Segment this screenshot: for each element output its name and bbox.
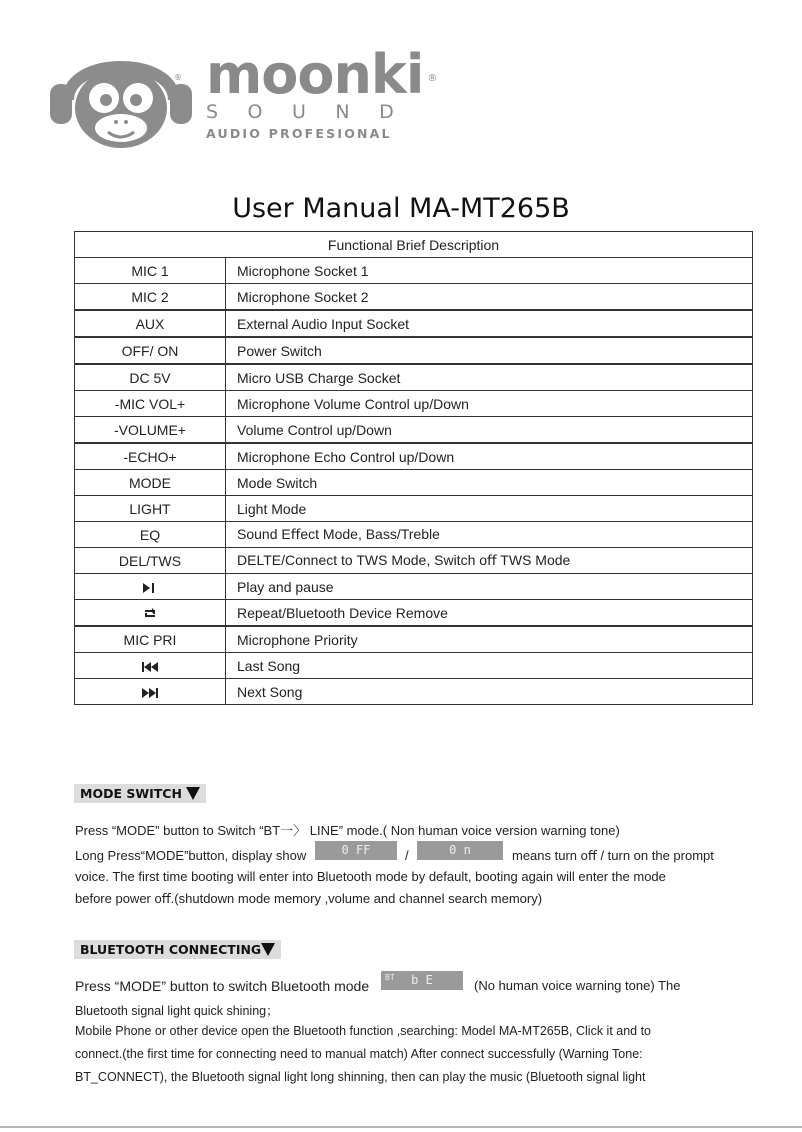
row-value: Volume Control up/Down <box>226 417 753 444</box>
brand-name: moonki <box>206 43 424 106</box>
table-row <box>75 548 753 574</box>
monkey-headphones-icon <box>46 38 196 153</box>
mode-switch-heading-text: MODE SWITCH <box>80 786 182 801</box>
lcd-text: b E <box>411 973 433 987</box>
lcd-off-display <box>315 841 397 860</box>
slash-separator: / <box>405 848 409 863</box>
svg-text:®: ® <box>174 73 182 82</box>
row-key: MIC 2 <box>75 284 226 311</box>
mode-switch-line-4: before power oﬀ.(shutdown mode memory ,volume and channel search memory) <box>75 891 543 906</box>
table-row <box>75 364 753 391</box>
row-key: DEL/TWS <box>75 548 226 574</box>
row-key: EQ <box>75 522 226 548</box>
row-value: External Audio Input Socket <box>226 310 753 337</box>
table-row <box>75 574 753 600</box>
row-value: Microphone Priority <box>226 626 753 653</box>
lcd-text: 0 n <box>449 843 471 857</box>
row-key: AUX <box>75 310 226 337</box>
text-segment: LINE” mode.( Non human voice version warning tone) <box>306 823 620 838</box>
bluetooth-heading <box>74 940 281 959</box>
row-value: Microphone Socket 2 <box>226 284 753 311</box>
triangle-down-icon <box>186 787 200 800</box>
row-value: Repeat/Bluetooth Device Remove <box>226 600 753 627</box>
table-row <box>75 391 753 417</box>
bluetooth-line-1-end: (No human voice warning tone) The <box>474 978 681 993</box>
next-track-icon <box>142 688 158 698</box>
row-key: DC 5V <box>75 364 226 391</box>
table-row <box>75 653 753 679</box>
page-bottom-divider <box>0 1126 802 1128</box>
row-value: Microphone Volume Control up/Down <box>226 391 753 417</box>
table-row <box>75 443 753 470</box>
table-row <box>75 496 753 522</box>
row-key: -ECHO+ <box>75 443 226 470</box>
row-value: Mode Switch <box>226 470 753 496</box>
lcd-small-text: BT <box>385 973 395 982</box>
mode-switch-line-2 <box>75 848 306 863</box>
mode-switch-line-1 <box>75 820 620 839</box>
brand-sound: SOUND <box>206 101 424 123</box>
lcd-on-display <box>417 841 503 860</box>
row-key <box>75 679 226 705</box>
bluetooth-line-5: BT_CONNECT), the Bluetooth signal light long shinning, then can play the music (Bluetooth signal light <box>75 1070 646 1084</box>
brand-wordmark <box>206 43 438 141</box>
row-value: Light Mode <box>226 496 753 522</box>
bluetooth-line-1: Press “MODE” button to switch Bluetooth mode <box>75 978 370 994</box>
row-value: Last Song <box>226 653 753 679</box>
table-row <box>75 258 753 284</box>
triangle-down-icon <box>261 943 275 956</box>
text-segment: Long Press“MODE”button, display show <box>75 848 307 863</box>
row-value: DELTE/Connect to TWS Mode, Switch oﬀ TWS Mode <box>226 548 753 574</box>
mode-switch-heading <box>74 784 206 803</box>
mode-switch-line-3: voice. The ﬁrst time booting will enter into Bluetooth mode by default, booting again will enter the mode <box>75 869 666 884</box>
table-row <box>75 626 753 653</box>
table-row <box>75 284 753 311</box>
lcd-bt-display <box>381 971 463 990</box>
table-row <box>75 600 753 627</box>
lcd-text: 0 FF <box>341 843 371 857</box>
table-row <box>75 417 753 444</box>
page-title: User Manual MA-MT265B <box>232 193 570 224</box>
row-key <box>75 653 226 679</box>
row-value: Play and pause <box>226 574 753 600</box>
row-key: -VOLUME+ <box>75 417 226 444</box>
table-row <box>75 522 753 548</box>
table-row <box>75 470 753 496</box>
table-row <box>75 310 753 337</box>
bluetooth-heading-text: BLUETOOTH CONNECTING <box>80 942 262 957</box>
row-key <box>75 600 226 627</box>
mode-switch-line-2-end: means turn oﬀ / turn on the prompt <box>512 848 714 863</box>
bluetooth-line-2: Bluetooth signal light quick shining； <box>75 1004 279 1018</box>
row-value: Sound Eﬀect Mode, Bass/Treble <box>226 522 753 548</box>
row-value: Power Switch <box>226 337 753 364</box>
row-key: LIGHT <box>75 496 226 522</box>
repeat-icon <box>142 608 158 619</box>
previous-track-icon <box>142 662 158 672</box>
registered-mark: ® <box>427 73 438 84</box>
row-key <box>75 574 226 600</box>
row-value: Micro USB Charge Socket <box>226 364 753 391</box>
table-row <box>75 337 753 364</box>
text-segment: Press “MODE” button to Switch “BT <box>75 823 281 838</box>
row-key: OFF/ ON <box>75 337 226 364</box>
row-key: MODE <box>75 470 226 496</box>
play-pause-icon <box>143 583 157 593</box>
row-value: Microphone Echo Control up/Down <box>226 443 753 470</box>
bluetooth-line-3: Mobile Phone or other device open the Bluetooth function ,searching: Model MA-MT265B, Click it and to <box>75 1024 652 1038</box>
row-value: Next Song <box>226 679 753 705</box>
row-key: MIC PRI <box>75 626 226 653</box>
arrow-glyph: 一〉 <box>280 824 307 839</box>
row-value: Microphone Socket 1 <box>226 258 753 284</box>
function-table <box>74 231 753 705</box>
bluetooth-line-4: connect.(the ﬁrst time for connecting need to manual match) After connect successfully (Warning Tone: <box>75 1047 643 1061</box>
table-header-row <box>75 232 753 258</box>
row-key: MIC 1 <box>75 258 226 284</box>
brand-tagline: AUDIO PROFESIONAL <box>206 126 392 141</box>
table-row <box>75 679 753 705</box>
row-key: -MIC VOL+ <box>75 391 226 417</box>
table-header: Functional Brief Description <box>75 232 753 258</box>
